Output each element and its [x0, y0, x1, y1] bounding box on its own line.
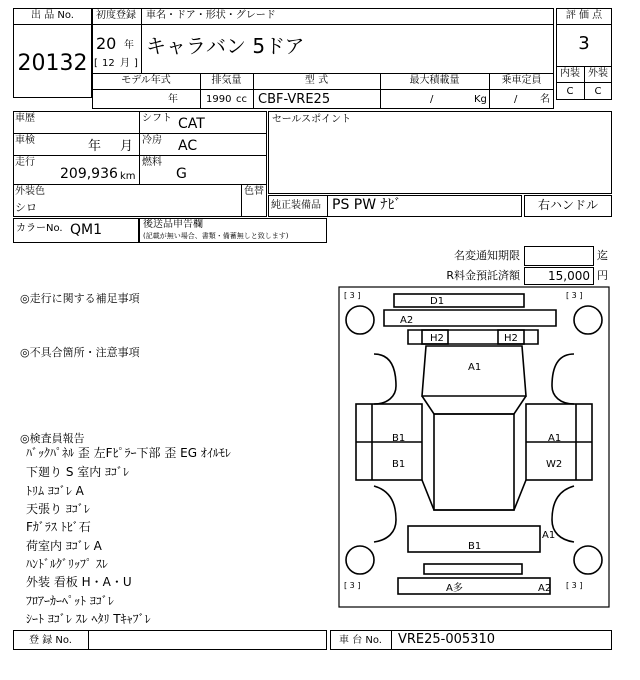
capacity-slash: / — [514, 94, 518, 105]
rear-shoulder — [422, 480, 526, 510]
registration-year-unit: 年 — [124, 40, 134, 51]
documents-note: (記載が無い場合、書類・備蓄無しと致します) — [143, 232, 289, 240]
tire-label-front-left: [ 3 ] — [344, 291, 361, 300]
score-label: 評 価 点 — [565, 10, 603, 21]
color-change-label: 色替 — [244, 186, 264, 197]
interior-label: 内装 — [560, 68, 580, 79]
first-registration-label: 初度登録 — [96, 10, 136, 21]
mileage-unit: km — [120, 171, 136, 182]
rear-garnish — [424, 564, 522, 574]
details-box — [13, 111, 267, 217]
displacement-value: 1990 — [206, 94, 232, 105]
model-year-label: モデル年式 — [121, 75, 171, 86]
mileage-label: 走行 — [15, 157, 35, 168]
exterior-color-label: 外装色 — [15, 186, 45, 197]
front-left-fender — [374, 354, 396, 404]
tire-rear-left — [346, 546, 374, 574]
shift-value: CAT — [178, 116, 205, 132]
name-change-unit: 迄 — [597, 249, 608, 262]
lot-number-label: 出 品 No. — [31, 10, 74, 21]
color-number-label: カラーNo. — [16, 223, 63, 234]
report-line: ｼｰﾄ ﾖｺﾞﾚ ｽﾚ ﾍﾀﾘ Tｷｬﾌﾞﾚ — [26, 612, 151, 626]
tire-front-left — [346, 306, 374, 334]
mark-front-bumper: D1 — [430, 296, 445, 307]
inspection-label: 車検 — [15, 135, 35, 146]
max-load-unit: Kg — [474, 94, 487, 105]
registration-month-unit: 月 — [120, 58, 130, 69]
model-year-unit: 年 — [168, 94, 178, 105]
color-number-value: QM1 — [70, 222, 103, 238]
lot-number: 20132 — [17, 51, 88, 76]
mark-right-rear-door: W2 — [546, 459, 563, 470]
driving-notes-heading: ◎走行に関する補足事項 — [20, 292, 140, 305]
equipment-value: PS PW ﾅﾋﾞ — [332, 197, 402, 213]
report-line: Fｶﾞﾗｽ ﾄﾋﾞ石 — [26, 520, 91, 534]
fuel-value: G — [176, 166, 187, 182]
recycle-value: 15,000 — [548, 269, 590, 283]
chassis-number-value: VRE25-005310 — [398, 632, 495, 647]
capacity-label: 乗車定員 — [501, 75, 542, 86]
registration-month: 12 — [102, 58, 115, 69]
max-load-label: 最大積載量 — [409, 75, 460, 86]
vehicle-condition-diagram — [338, 286, 610, 608]
shift-label: シフト — [142, 113, 172, 124]
front-lights — [408, 330, 538, 344]
recycle-unit: 円 — [597, 269, 608, 282]
report-line: ﾊﾝﾄﾞﾙｸﾞﾘｯﾌﾟ ｽﾚ — [26, 557, 108, 571]
windshield — [422, 396, 526, 414]
exterior-label: 外装 — [588, 68, 608, 79]
name-change-box — [524, 246, 594, 266]
tire-front-right — [574, 306, 602, 334]
mark-right-front-door: A1 — [548, 433, 562, 444]
defects-heading: ◎不具合箇所・注意事項 — [20, 346, 140, 359]
rear-bumper — [398, 578, 550, 594]
inspection-month-unit: 月 — [120, 139, 134, 154]
displacement-label: 排気量 — [211, 75, 242, 86]
tire-label-front-right: [ 3 ] — [566, 291, 583, 300]
displacement-unit: cc — [236, 94, 247, 105]
report-line: 荷室内 ﾖｺﾞﾚ A — [26, 539, 102, 553]
registration-year: 20 — [96, 34, 117, 53]
documents-label: 後送品申告欄 — [143, 219, 203, 230]
capacity-unit: 名 — [540, 94, 550, 105]
mark-rear-panel: B1 — [468, 541, 482, 552]
roof — [434, 414, 514, 510]
inspection-year-unit: 年 — [88, 139, 102, 154]
exterior-color-value: シロ — [15, 201, 37, 214]
report-line: 外装 看板 H・A・U — [26, 575, 132, 589]
mark-headlight-right: H2 — [504, 333, 518, 344]
mark-hood: A1 — [468, 362, 482, 373]
car-name: キャラバン 5ドア — [146, 34, 305, 58]
history-label: 車歴 — [15, 113, 35, 124]
mileage-value: 209,936 — [60, 166, 118, 182]
inspector-report-heading: ◎検査員報告 — [20, 432, 85, 445]
equipment-label: 純正装備品 — [271, 200, 321, 211]
car-name-label: 車名・ドア・形状・グレード — [146, 10, 276, 21]
report-line: ﾊﾞｯｸﾊﾟﾈﾙ 歪 左Fﾋﾟﾗｰ下部 歪 EG ｵｲﾙﾓﾚ — [26, 446, 231, 460]
max-load-slash: / — [430, 94, 434, 105]
report-line: 天張り ﾖｺﾞﾚ — [26, 502, 90, 516]
cooler-label: 冷房 — [142, 135, 162, 146]
report-line: ﾌﾛｱｰｶｰﾍﾟｯﾄ ﾖｺﾞﾚ — [26, 594, 114, 608]
mark-left-rear-door: B1 — [392, 459, 406, 470]
tire-label-rear-left: [ 3 ] — [344, 581, 361, 590]
sales-point-label: セールスポイント — [272, 114, 352, 125]
tire-label-rear-right: [ 3 ] — [566, 581, 583, 590]
report-line: 下廻り S 室内 ﾖｺﾞﾚ — [26, 465, 130, 479]
rear-right-fender — [552, 486, 574, 542]
mark-rear-bumper: A多 — [446, 583, 463, 594]
fuel-label: 燃料 — [142, 157, 162, 168]
mark-right-rear-quarter: A1 — [542, 530, 556, 541]
model-code-label: 型 式 — [304, 75, 329, 86]
score-value: 3 — [578, 33, 590, 54]
mark-hood-front: A2 — [400, 315, 414, 326]
exterior-grade: C — [594, 86, 602, 97]
diagram-frame — [339, 287, 609, 607]
cooler-value: AC — [178, 138, 198, 154]
interior-grade: C — [566, 86, 574, 97]
mark-rear-corner: A2 — [538, 583, 552, 594]
report-line: ﾄﾘﾑ ﾖｺﾞﾚ A — [26, 484, 84, 498]
name-change-label: 名変通知期限 — [454, 249, 520, 262]
front-bumper — [394, 294, 524, 307]
rear-left-fender — [374, 486, 396, 542]
tire-rear-right — [574, 546, 602, 574]
front-right-fender — [552, 354, 574, 404]
recycle-label: R料金預託済額 — [446, 269, 520, 282]
registration-number-label: 登 録 No. — [29, 635, 72, 646]
chassis-number-label: 車 台 No. — [339, 635, 382, 646]
steering-value: 右ハンドル — [537, 198, 598, 212]
mark-headlight-left: H2 — [430, 333, 444, 344]
mark-left-front-door: B1 — [392, 433, 406, 444]
model-code: CBF-VRE25 — [258, 92, 331, 107]
